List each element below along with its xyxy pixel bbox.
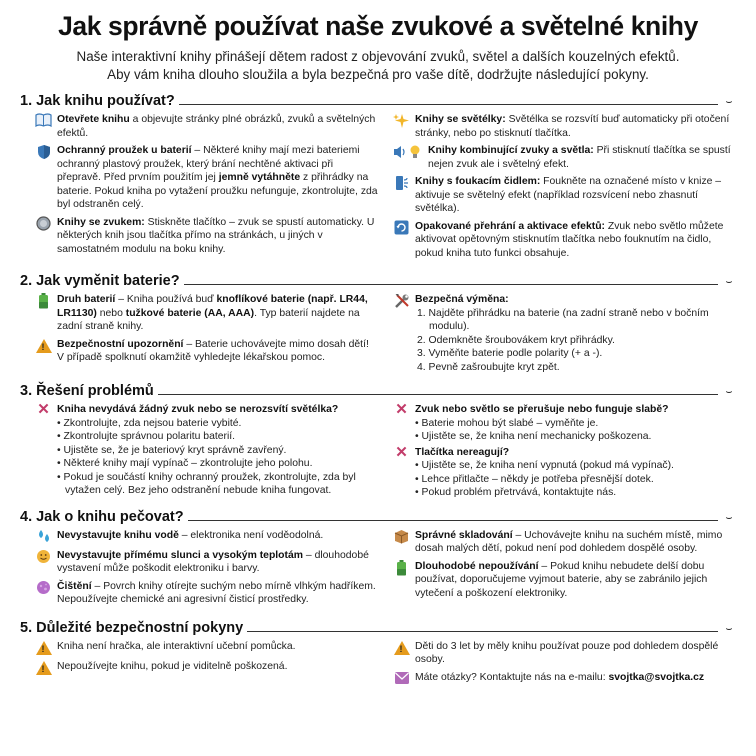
list-item: • Ujistěte se, že kniha není vypnutá (pokud má vypínač). <box>415 459 736 473</box>
section-divider <box>188 520 718 521</box>
safety-left-column <box>34 640 378 691</box>
sun-icon <box>34 549 53 565</box>
contact-email-link[interactable]: svojtka@svojtka.cz <box>608 671 705 683</box>
item-text-2: z přihrádky na baterie. Pokud kniha po vytažení proužku nefunguje, zkontrolujte, zda byl odstraněn celý. <box>57 172 378 210</box>
sparkle-icon <box>392 113 411 129</box>
safety-item <box>34 660 378 676</box>
item-text-3: . Typ baterií najdete na zadní straně knihy. <box>57 307 360 332</box>
item-text-2: nebo <box>96 307 126 319</box>
item-bold: Otevřete knihu <box>57 114 130 125</box>
intro-line-1: Naše interaktivní knihy přinášejí dětem radost z objevování zvuků, světel a dalších kouzelných efektů. <box>76 49 680 64</box>
chevron-down-icon[interactable]: ⌣ <box>725 276 733 288</box>
page-title: Jak správně používat naše zvukové a světelné knihy <box>58 11 698 41</box>
chevron-down-icon[interactable]: ⌣ <box>725 386 733 398</box>
item-bold: Druh baterií <box>57 294 116 305</box>
box-icon <box>392 529 411 545</box>
list-item: • Ujistěte se, že je bateriový kryt správně zavřený. <box>57 444 378 458</box>
section-title: 5. Důležité bezpečnostní pokyny <box>20 619 244 636</box>
replacement-title: Bezpečná výměna: <box>415 294 509 305</box>
safety-right-column <box>392 640 736 691</box>
warning-icon <box>34 640 53 656</box>
battery-type-item <box>34 293 378 334</box>
speaker-bulb-icon <box>392 144 424 160</box>
care-item-storage <box>392 529 736 556</box>
blow-icon <box>392 175 411 191</box>
warning-icon <box>392 640 411 656</box>
section-troubleshooting <box>20 381 736 500</box>
list-item: • Lehce přitlačte – někdy je potřeba přesnější dotek. <box>415 473 736 487</box>
problem-no-sound <box>34 403 378 498</box>
list-item: • Pokud je součástí knihy ochranný proužek, zkontrolujte, zda byl vytažen celý. Bez jeho odstranění nebude kniha fungovat. <box>57 471 378 498</box>
section-safety <box>20 618 736 691</box>
list-item: • Ujistěte se, že kniha není mechanicky poškozena. <box>415 430 736 444</box>
problem-title: Kniha nevydává žádný zvuk nebo se nerozsvítí světélka? <box>57 404 339 415</box>
step-item: 3. Vyměňte baterie podle polarity (+ a -). <box>417 348 603 359</box>
replay-icon <box>392 220 411 236</box>
problem-title: Tlačítka nereagují? <box>415 446 510 458</box>
care-item-cleaning <box>34 580 378 607</box>
usage-item-open-book <box>34 113 378 140</box>
x-mark-icon: ✕ <box>37 401 50 418</box>
book-icon <box>34 113 53 129</box>
section-care <box>20 507 736 611</box>
section-divider <box>158 394 718 395</box>
battery-icon <box>392 560 411 576</box>
care-item-sun <box>34 549 378 576</box>
item-bold: Správné skladování <box>415 529 513 541</box>
usage-item-replay <box>392 220 736 261</box>
section-header[interactable] <box>20 91 736 109</box>
warning-icon <box>34 338 53 354</box>
item-text: Při stisknutí tlačítka se spustí nejen zvuk ale i světelný efekt. <box>428 145 731 170</box>
item-text: – Povrch knihy otírejte suchým nebo mírně vlhkým hadříkem. Nepoužívejte chemické ani agresivní čisticí prostředky. <box>57 580 376 605</box>
safe-replacement <box>392 293 736 374</box>
section-title: 4. Jak o knihu pečovat? <box>20 508 184 525</box>
item-bold: Ochranný proužek u baterií <box>57 145 192 156</box>
contact-item <box>392 671 736 687</box>
troubleshooting-right-column <box>392 403 736 500</box>
section-header[interactable] <box>20 618 736 636</box>
warning-icon <box>34 660 53 676</box>
item-text: – Kniha používá buď <box>115 294 217 305</box>
section-title: 2. Jak vyměnit baterie? <box>20 273 180 289</box>
item-bold: Opakované přehrání a aktivace efektů: <box>415 220 605 232</box>
care-right-column <box>392 529 736 611</box>
section-divider <box>247 631 718 632</box>
x-mark-icon: ✕ <box>395 401 408 418</box>
item-bold-3: tužkové baterie (AA, AAA) <box>125 307 255 319</box>
item-bold: Nevystavujte knihu vodě <box>57 529 179 541</box>
item-bold: Bezpečnostní upozornění <box>57 338 184 350</box>
intro-text <box>20 48 736 84</box>
sponge-icon <box>34 580 53 596</box>
item-bold-2: jemně vytáhněte <box>218 172 301 183</box>
item-bold: Knihy kombinující zvuky a světla: <box>428 145 594 156</box>
batteries-right-column <box>392 293 736 374</box>
section-divider <box>184 284 718 285</box>
item-bold: Knihy s foukacím čidlem: <box>415 176 541 187</box>
section-header[interactable] <box>20 507 736 525</box>
section-title: 1. Jak knihu používat? <box>20 93 175 109</box>
usage-item-strip <box>34 144 378 212</box>
chevron-down-icon[interactable]: ⌣ <box>725 96 733 108</box>
item-text: Kniha není hračka, ale interaktivní učební pomůcka. <box>57 640 296 652</box>
contact-text: Máte otázky? Kontaktujte nás na e-mailu: <box>415 671 609 683</box>
section-header[interactable] <box>20 271 736 289</box>
list-item: • Zkontrolujte správnou polaritu baterií. <box>57 430 378 444</box>
problem-checklist <box>415 459 736 500</box>
item-bold: Dlouhodobé nepoužívání <box>415 560 539 572</box>
tools-icon <box>392 293 411 309</box>
water-icon <box>34 529 53 545</box>
batteries-left-column <box>34 293 378 374</box>
section-title: 3. Řešení problémů <box>20 383 154 399</box>
chevron-down-icon[interactable]: ⌣ <box>725 511 733 524</box>
item-text: Nepoužívejte knihu, pokud je viditelně poškozená. <box>57 660 288 672</box>
usage-item-lights <box>392 113 736 140</box>
usage-right-column <box>392 113 736 264</box>
item-text: – Pokud knihu nebudete delší dobu používat, doporučujeme vyjmout baterie, aby se zabránilo jejich vytečení a poškození elektroniky. <box>415 560 708 599</box>
section-header[interactable] <box>20 381 736 399</box>
shield-icon <box>34 144 53 160</box>
care-item-water <box>34 529 378 545</box>
mail-icon <box>392 671 411 687</box>
safety-item <box>34 640 378 656</box>
item-text: Děti do 3 let by měly knihu používat pouze pod dohledem dospělé osoby. <box>415 640 719 665</box>
item-text: Foukněte na označené místo v knize – aktivuje se světelný efekt (například rozsvícení nebo zhasnutí světélka). <box>415 176 722 214</box>
step-item: 4. Pevně zašroubujte kryt zpět. <box>417 361 560 373</box>
item-bold: Nevystavujte přímému slunci a vysokým teplotám <box>57 549 304 561</box>
item-text: – dlouhodobé vystavení může poškodit elektroniku i barvy. <box>57 549 369 574</box>
section-batteries <box>20 271 736 374</box>
section-divider <box>179 104 718 105</box>
usage-item-sound-books <box>34 216 378 257</box>
item-text: – elektronika není voděodolná. <box>178 529 324 541</box>
usage-item-combined <box>392 144 736 171</box>
chevron-down-icon[interactable]: ⌣ <box>725 622 733 635</box>
care-left-column <box>34 529 378 611</box>
item-text: a objevujte stránky plné obrázků, zvuků a světelných efektů. <box>57 114 376 139</box>
step-item: 1. Najděte přihrádku na baterie (na zadní straně nebo v bočním modulu). <box>417 307 709 332</box>
section-usage <box>20 91 736 264</box>
item-text: – Baterie uchovávejte mimo dosah dětí! V případě spolknutí okamžitě vyhledejte lékařskou pomoc. <box>57 338 369 363</box>
list-item: • Zkontrolujte, zda nejsou baterie vybité. <box>57 417 378 431</box>
item-text: Zvuk nebo světlo můžete aktivovat opětovným stisknutím tlačítka nebo fouknutím na čidlo, pokud kniha tuto funkci obsahuje. <box>415 220 724 259</box>
replacement-steps <box>415 307 736 375</box>
care-item-long-term <box>392 560 736 601</box>
button-icon <box>34 216 53 232</box>
safety-warning-item <box>34 338 378 365</box>
item-bold: Čištění <box>57 580 92 592</box>
list-item: • Pokud problém přetrvává, kontaktujte nás. <box>415 486 736 500</box>
troubleshooting-left-column <box>34 403 378 500</box>
problem-checklist <box>57 417 378 498</box>
usage-item-blow-sensor <box>392 175 736 216</box>
step-item: 2. Odemkněte šroubovákem kryt přihrádky. <box>417 334 615 346</box>
item-bold: Knihy se světélky: <box>415 114 506 125</box>
usage-left-column <box>34 113 378 264</box>
item-text: Světélka se rozsvítí buď automaticky při otočení stránky, nebo po stisknutí tlačítka. <box>415 114 730 139</box>
item-text: – Uchovávejte knihu na suchém místě, mimo dosah malých dětí, pokud není pod dohledem dospělé osoby. <box>415 529 723 554</box>
problem-weak <box>392 403 736 444</box>
item-bold: Knihy se zvukem: <box>57 216 145 228</box>
item-text: – Některé knihy mají mezi bateriemi ochranný plastový proužek, který brání nechtěné aktivaci při přepravě. Před prvním použitím jej <box>57 145 360 183</box>
list-item: • Některé knihy mají vypínač – zkontrolujte jeho polohu. <box>57 457 378 471</box>
battery-icon <box>34 293 53 309</box>
item-text: Stiskněte tlačítko – zvuk se spustí automaticky. U některých knih jsou tlačítka přímo na stránkách, u jiných v samostatném modulu na boku knihy. <box>57 216 375 255</box>
problem-checklist <box>415 417 736 444</box>
problem-title: Zvuk nebo světlo se přerušuje nebo funguje slabě? <box>415 404 669 415</box>
item-bold-2: knoflíkové baterie (např. LR44, LR1130) <box>57 294 368 319</box>
list-item: • Baterie mohou být slabé – vyměňte je. <box>415 417 736 431</box>
safety-item-children <box>392 640 736 667</box>
x-mark-icon: ✕ <box>395 443 408 461</box>
intro-line-2: Aby vám kniha dlouho sloužila a byla bezpečná pro vaše dítě, dodržujte následující pokyny. <box>107 67 649 82</box>
problem-buttons <box>392 443 736 500</box>
